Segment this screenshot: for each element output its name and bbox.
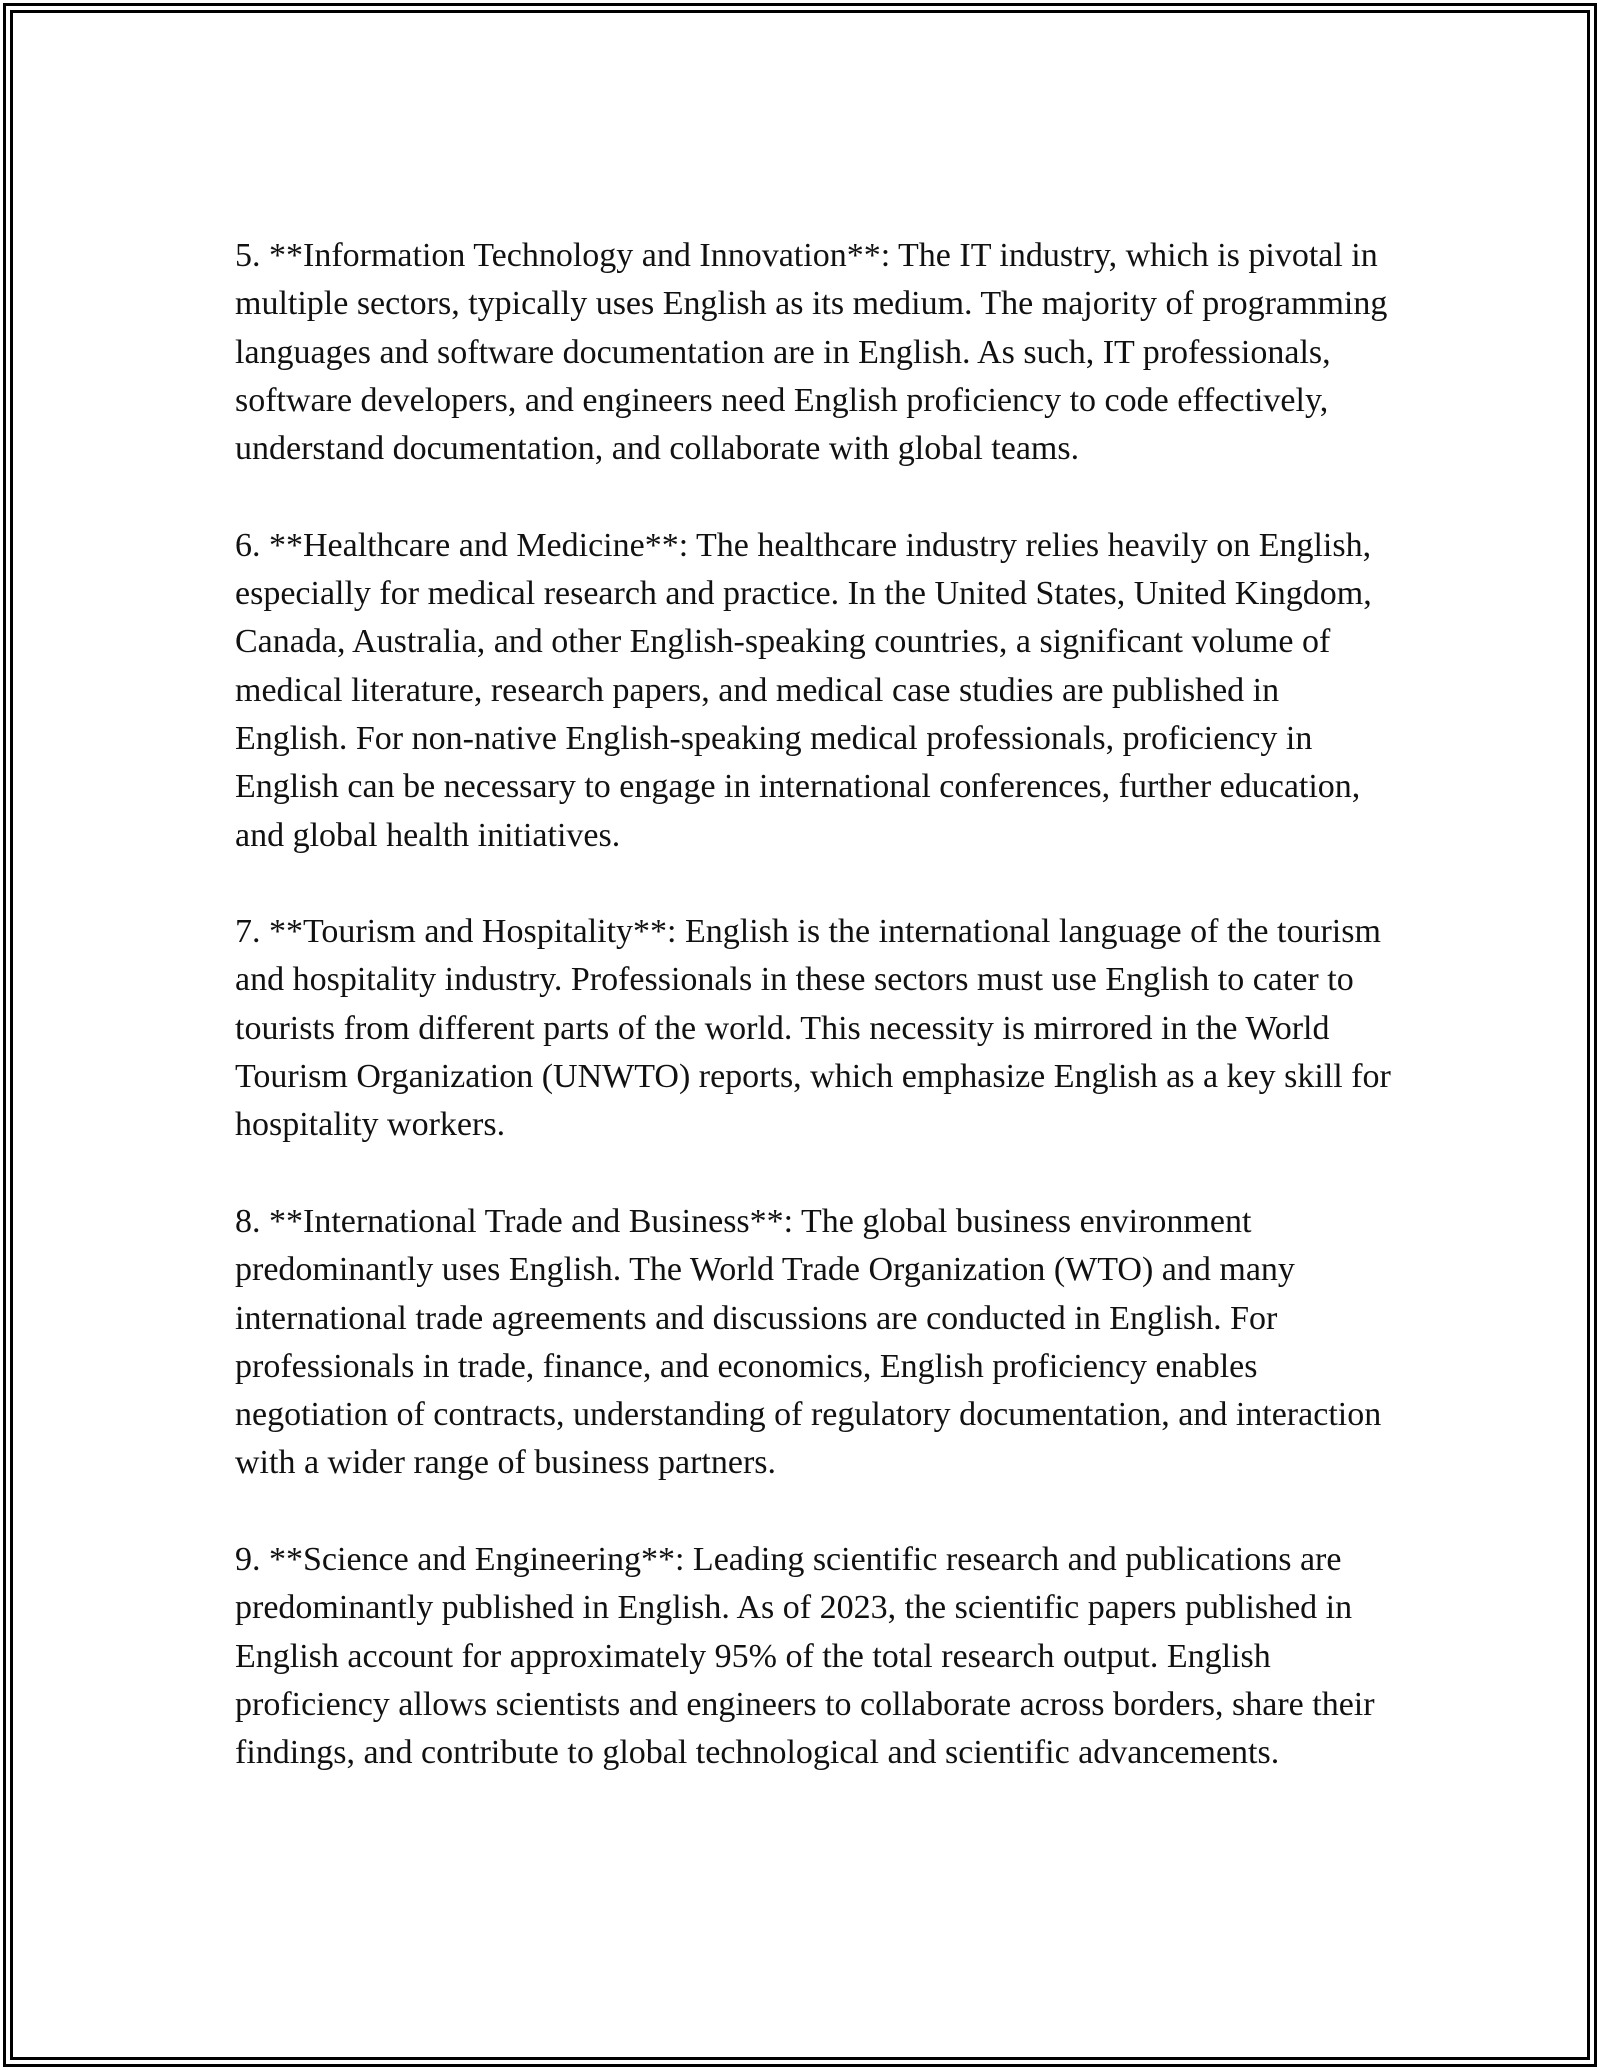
paragraph-information-technology: 5. **Information Technology and Innovation**: The IT industry, which is pivotal in multiple sectors, typically uses English as its medium. The majority of programming languages and software documentation are in English. As such, IT professionals, software developers, and engineers need English proficiency to code effectively, understand documentation, and collaborate with global teams. [235,237,1388,468]
paragraph-international-trade: 8. **International Trade and Business**: The global business environment predominantly uses English. The World Trade Organization (WTO) and many international trade agreements and discussions are conducted in English. For professionals in trade, finance, and economics, English proficiency enables negotiation of contracts, understanding of regulatory documentation, and interaction with a wider range of business partners. [235,1202,1382,1482]
document-body [235,232,1395,1778]
paragraph-healthcare: 6. **Healthcare and Medicine**: The healthcare industry relies heavily on English, especially for medical research and practice. In the United States, United Kingdom, Canada, Australia, and other English-speaking countries, a significant volume of medical literature, research papers, and medical case studies are published in English. For non-native English-speaking medical professionals, proficiency in English can be necessary to engage in international conferences, further education, and global health initiatives. [235,526,1372,854]
paragraph-science-engineering: 9. **Science and Engineering**: Leading scientific research and publications are predominantly published in English. As of 2023, the scientific papers published in English account for approximately 95% of the total research output. English proficiency allows scientists and engineers to collaborate across borders, share their findings, and contribute to global technological and scientific advancements. [235,1541,1375,1772]
paragraph-tourism: 7. **Tourism and Hospitality**: English is the international language of the tourism and hospitality industry. Professionals in these sectors must use English to cater to tourists from different parts of the world. This necessity is mirrored in the World Tourism Organization (UNWTO) reports, which emphasize English as a key skill for hospitality workers. [235,913,1391,1144]
